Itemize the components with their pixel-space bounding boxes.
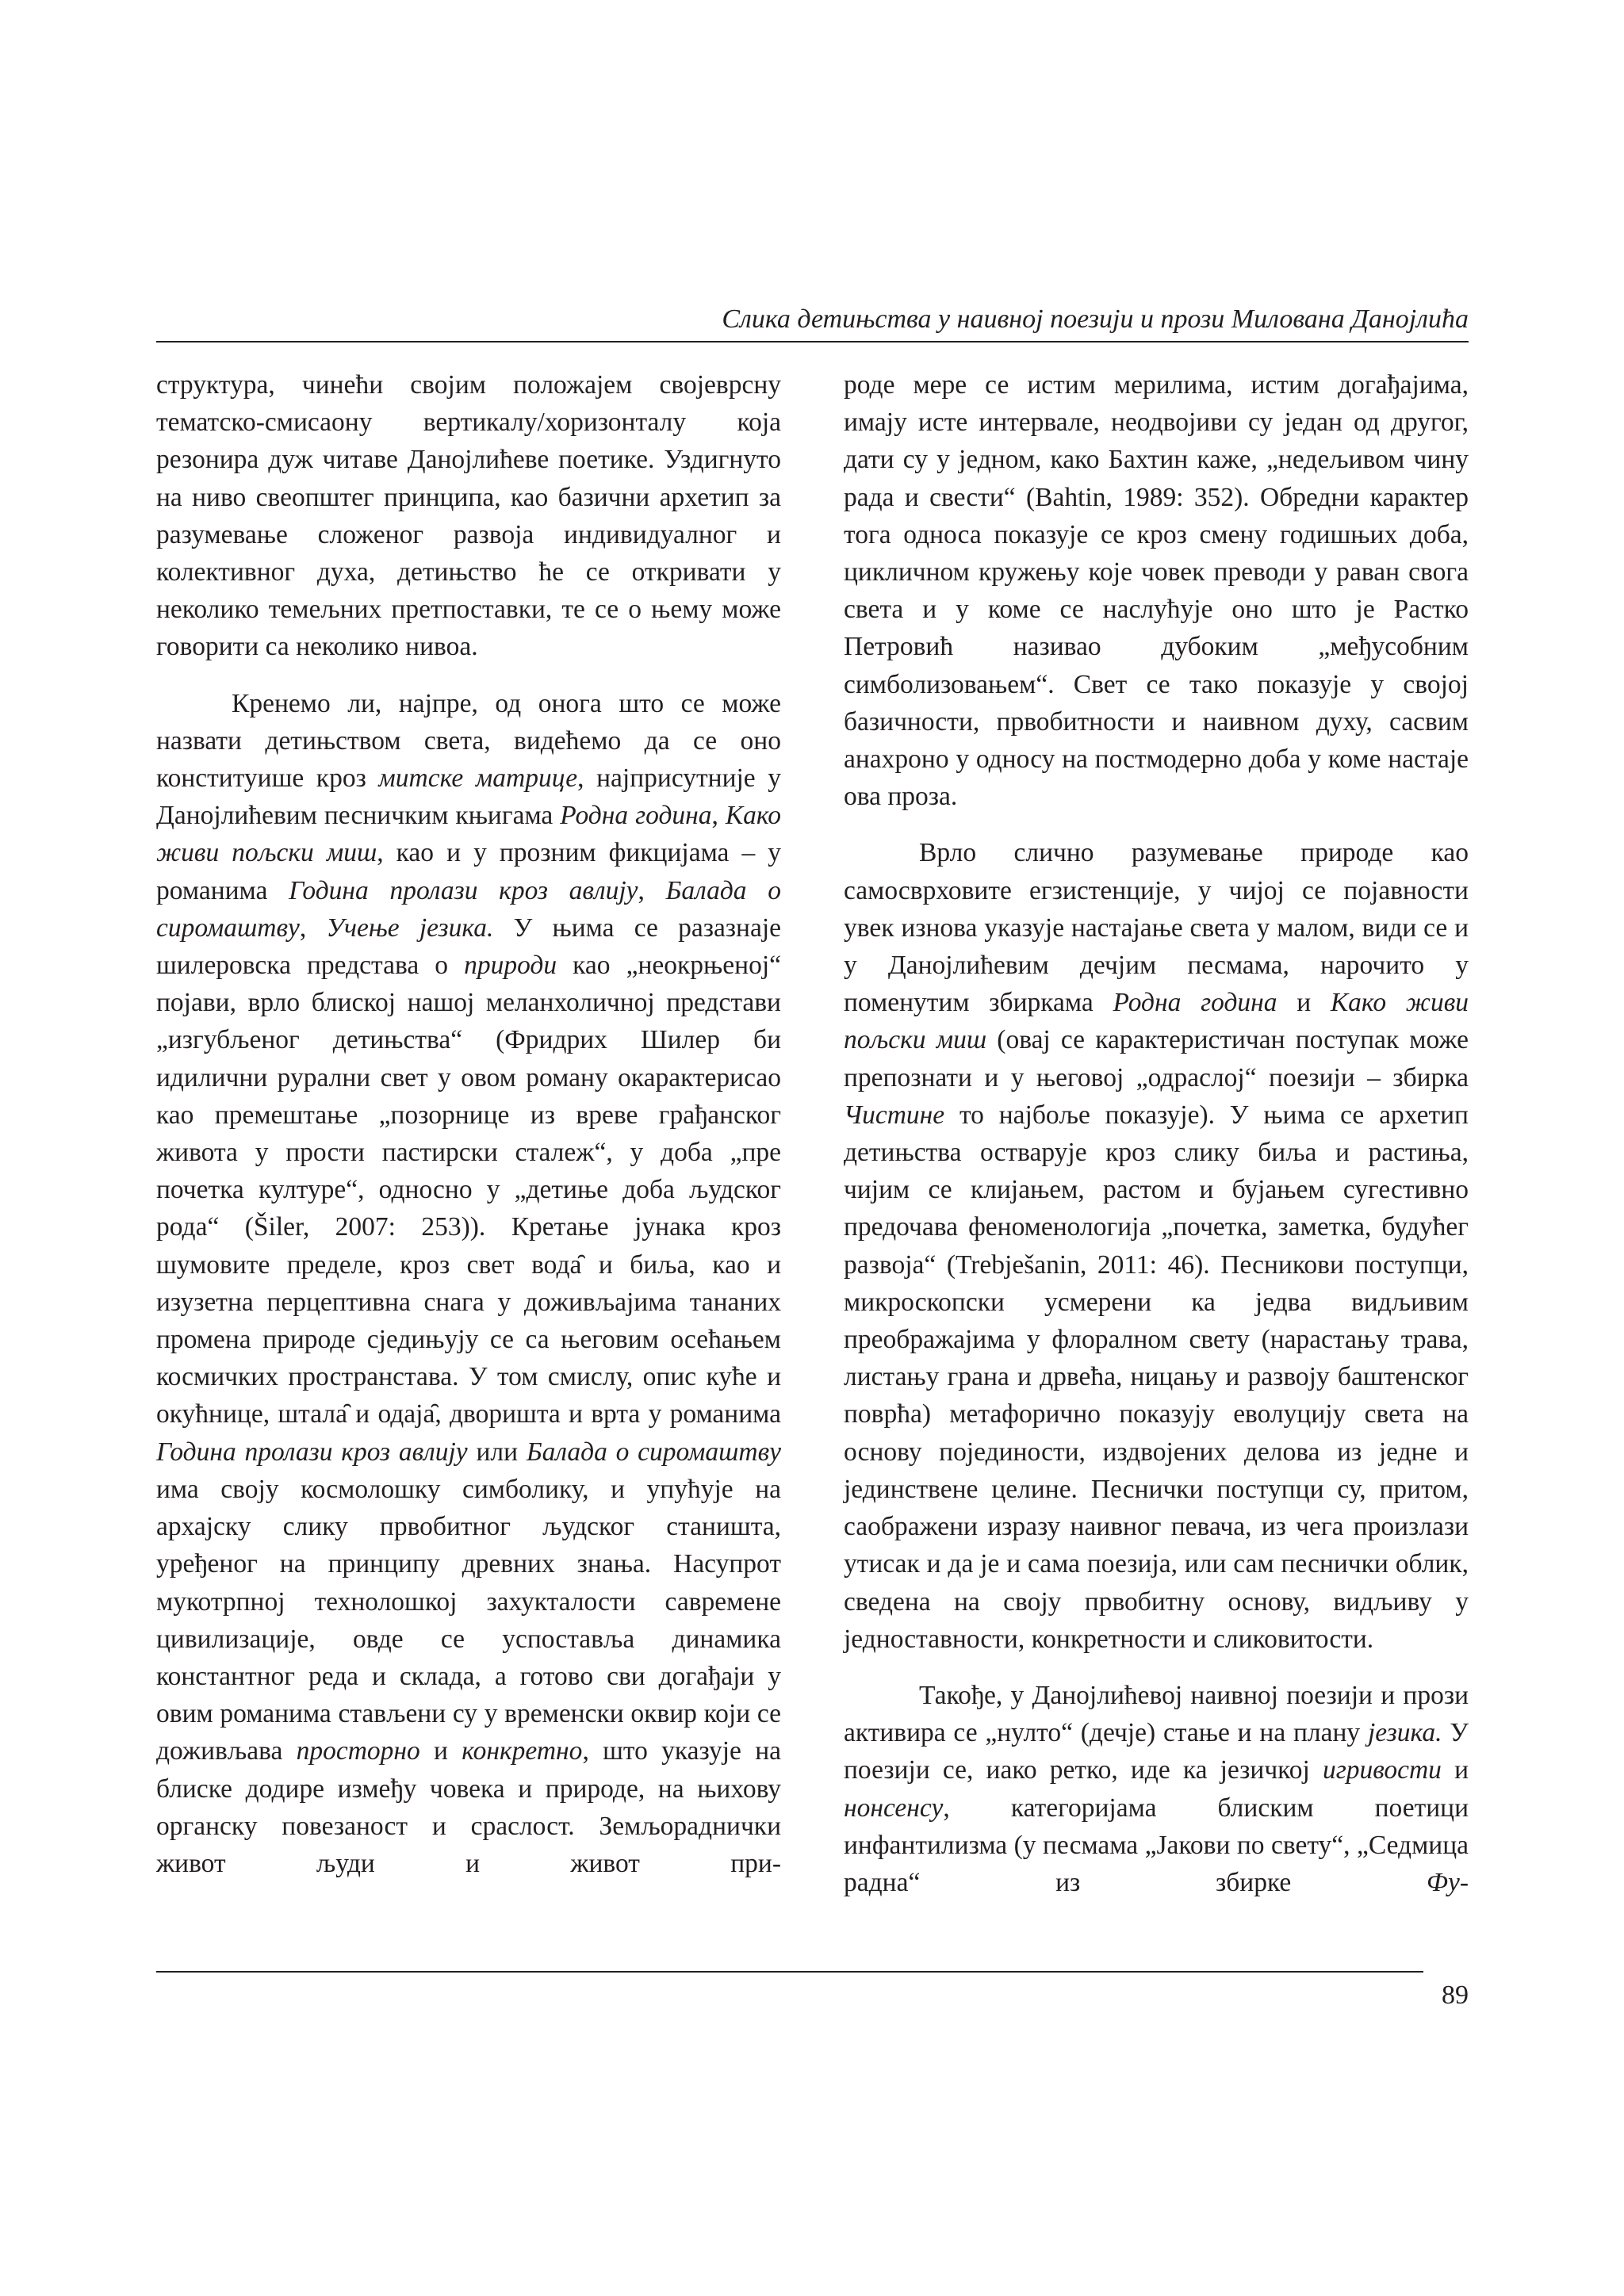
paragraph-left-2: Кренемо ли, најпре, од онога што се може назвати детињством света, видећемо да се оно конституише кроз митске матрице, најприсутније у Данојлићевим песничким књигама Родна година, Како живи пољски миш, као и у прозним фикцијама – у романима Година пролази кроз авлију, Балада о сиромаштву, Учење језика. У њима се разазнаје шилеровска представа о природи као „неокрњеној“ појави, врло блиској нашој меланхоличној представи „изгубљеног детињства“ (Фридрих Шилер би идилични рурални свет у овом роману окарактерисао као премештање „позорнице из вреве грађанског живота у прости пастирски сталеж“, у доба „пре почетка културе“, односно у „детиње доба људског рода“ (Šiler, 2007: 253)). Кретање јунака кроз шумовите пределе, кроз свет вода̑ и биља, као и изузетна перцептивна снага у доживљајима тананих промена природе сједињују се са његовим осећањем космичких пространстава. У том смислу, опис куће и окућнице, штала̑ и одаја̑, дворишта и врта у романима Година пролази кроз авлију или Балада о сиромаштву има своју космолошку симболику, и упућује на архајску слику првобитног људског станишта, уређеног на принципу древних знања. Насупрот мукотрпној технолошкој захукталости савремене цивилизације, овде се успоставља динамика константног реда и склада, а готово сви догађаји у овим романима стављени су у временски оквир који се доживљава просторно и конкретно, што указује на блиске додире између човека и природе, на њихову органску повезаност и сраслост. Земљораднички живот људи и живот при- [156, 688, 782, 1878]
running-header-title: Слика детињства у наивној поезији и прози Милована Данојлића [722, 304, 1469, 334]
paragraph-left-1: структура, чинећи својим положајем својеврсну тематско-смисаону вертикалу/хоризонталу која резонира дуж читаве Данојлићеве поетике. Уздигнуто на ниво свеопштег принципа, као базични архетип за разумевање сложеног развоја индивидуалног и колективног духа, детињство ће се откривати у неколико темељних претпоставки, те се о њему може говорити са неколико нивоа. [156, 370, 781, 662]
paragraph-right-1: роде мере се истим мерилима, истим догађајима, имају исте интервале, неодвојиви су један од другог, дати су у једном, како Бахтин каже, „недељивом чину рада и свести“ (Bahtin, 1989: 352). Обредни карактер тога односа показује се кроз смену годишњих доба, цикличном кружењу које човек преводи у раван свога света и у коме се наслућује оно што је Растко Петровић називао дубоким „међусобним симболизовањем“. Свет се тако показује у својој базичности, првобитности и наивном духу, сасвим анахроно у односу на постмодерно доба у коме настаје ова проза. [844, 370, 1469, 812]
running-header [156, 301, 1469, 342]
page-number: 89 [1442, 1980, 1469, 2010]
right-column [844, 366, 1469, 1901]
left-column [156, 366, 781, 1882]
paragraph-right-3: Такође, у Данојлићевој наивној поезији и прози активира се „нулто“ (дечје) стање и на плану језика. У поезији се, иако ретко, иде ка језичкој игривости и нонсенсу, категоријама блиским поетици инфантилизма (у песмама „Јакови по свету“, „Седмица радна“ из збирке Фу- [844, 1680, 1469, 1897]
footer-rule [156, 1971, 1423, 1973]
paragraph-right-2: Врло слично разумевање природе као самосврховите егзистенције, у чијој се појавности увек изнова указује настајање света у малом, види се и у Данојлићевим дечјим песмама, нарочито у поменутим збиркама Родна година и Како живи пољски миш (овај се карактеристичан поступак може препознати и у његовој „одраслој“ поезији – збирка Чистине то најбоље показује). У њима се архетип детињства остварује кроз слику биља и растиња, чијим се клијањем, растом и бујањем сугестивно предочава феноменологија „почетка, заметка, будућег развоја“ (Trebješanin, 2011: 46). Песникови поступци, микроскопски усмерени ка једва видљивим преображајима у флоралном свету (нарастању трава, листању грана и дрвећа, ницању и развоју баштенског поврћа) метафорично показују еволуцију света на основу појединости, издвојених делова из једне и јединствене целине. Песнички поступци су, притом, саображени изразу наивног певача, из чега произлази утисак и да је и сама поезија, или сам песнички облик, сведена на своју првобитну основу, видљиву у једноставности, конкретности и сликовитости. [844, 838, 1469, 1654]
